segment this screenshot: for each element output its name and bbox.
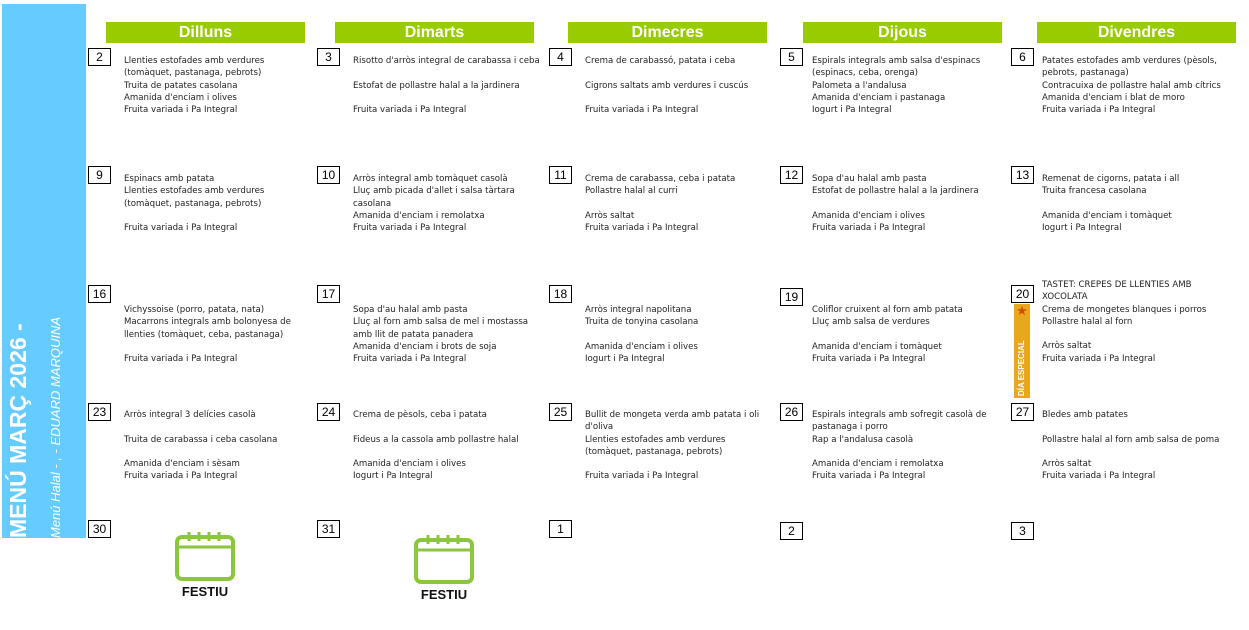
day-menu [124,409,304,483]
menu-dish: Arròs integral napolitana [585,305,692,315]
day-header-dimarts: Dimarts [335,22,534,43]
day-number: 9 [88,166,111,184]
menu-dish: Amanida d'enciam i olives [585,341,698,352]
menu-dish: Amanida d'enciam i sèsam [124,459,240,470]
menu-dish: Crema de pèsols, ceba i patata [353,410,487,420]
menu-dish: Fruita variada i Pa Integral [812,471,926,482]
day-number: 20 [1011,285,1034,303]
menu-dish: Amanida d'enciam i olives [353,459,466,470]
menu-dish: Bledes amb patates [1042,410,1128,420]
menu-dish: Fruita variada i Pa Integral [353,223,467,234]
menu-dish: Amanida d'enciam i remolatxa [812,459,944,470]
menu-dish: Coliflor cruixent al forn amb patata [812,305,963,315]
menu-dish: Pollastre halal al forn amb salsa de poma [1042,434,1220,445]
menu-dish: Truita de patates casolana [124,80,238,91]
day-header-dijous: Dijous [803,22,1002,43]
menu-dish: Palometa a l'andalusa [812,80,907,91]
holiday-marker [411,533,477,611]
menu-dish: Llenties estofades amb verdures (tomàquet, pastanaga, pebrots) [124,56,265,79]
menu-dish: Iogurt i Pa Integral [585,354,665,365]
menu-dish: Espirals integrals amb sofregit casolà de pastanaga i porro [812,410,987,433]
menu-dish: Iogurt i Pa Integral [812,105,892,116]
holiday-marker [172,530,238,608]
menu-dish: Fruita variada i Pa Integral [1042,105,1156,116]
day-menu [353,173,549,234]
menu-dish: Sopa d'au halal amb pasta [812,174,927,184]
menu-dish: Llenties estofades amb verdures (tomàquet, pastanaga, pebrots) [585,434,726,457]
menu-dish: Estofat de pollastre halal a la jardinera [812,186,979,197]
menu-dish: Sopa d'au halal amb pasta [353,305,468,315]
day-menu [812,409,1002,483]
menu-dish: Arròs saltat [1042,341,1092,352]
menu-dish: Amanida d'enciam i tomàquet [812,341,942,352]
menu-dish: Amanida d'enciam i olives [812,210,925,221]
day-menu [1042,279,1232,365]
day-menu [353,304,549,365]
menu-dish: Crema de carabassa, ceba i patata [585,174,736,184]
menu-title: MENÚ MARÇ 2026 - [5,323,31,538]
day-menu [1042,409,1232,483]
day-number: 24 [317,403,340,421]
day-menu [353,409,549,483]
day-menu [124,55,304,116]
day-number: 5 [780,48,803,66]
menu-dish: Iogurt i Pa Integral [1042,223,1122,234]
menu-dish: Patates estofades amb verdures (pèsols, pebrots, pastanaga) [1042,56,1217,79]
menu-dish: Risotto d'arròs integral de carabassa i ceba [353,56,540,66]
menu-dish: Espinacs amb patata [124,174,215,184]
day-number: 17 [317,285,340,303]
day-number: 13 [1011,166,1034,184]
day-number: 27 [1011,403,1034,421]
menu-dish: Espirals integrals amb salsa d'espinacs (espinacs, ceba, orenga) [812,56,981,79]
day-number: 4 [549,48,572,66]
menu-dish: Vichyssoise (porro, patata, nata) [124,305,265,315]
menu-dish: Estofat de pollastre halal a la jardinera [353,80,520,91]
day-number: 3 [1011,522,1034,540]
menu-subtitle: Menú Halal - , - EDUARD MARQUINA [48,316,63,538]
day-menu [124,173,304,234]
holiday-label: FESTIU [420,587,468,602]
menu-dish: Fruita variada i Pa Integral [1042,471,1156,482]
day-menu [124,304,304,365]
menu-dish: Fruita variada i Pa Integral [124,105,238,116]
menu-dish: Fruita variada i Pa Integral [1042,353,1156,364]
day-number: 19 [780,288,803,306]
menu-dish: Fruita variada i Pa Integral [812,223,926,234]
menu-dish: Lluç al forn amb salsa de mel i mostassa amb llit de patata panadera [353,317,529,340]
menu-dish: Fideus a la cassola amb pollastre halal [353,434,519,445]
menu-dish: Amanida d'enciam i pastanaga [812,92,946,103]
menu-dish: Bullit de mongeta verda amb patata i oli d'oliva [585,410,760,433]
star-icon: ★ [1016,304,1028,319]
holiday-label: FESTIU [181,584,229,599]
day-menu [812,173,1002,234]
menu-dish: Truita francesa casolana [1042,186,1147,197]
special-day-label: DÍA ESPECIAL [1017,340,1026,396]
day-number: 26 [780,403,803,421]
day-menu [1042,55,1232,116]
day-header-dilluns: Dilluns [106,22,305,43]
day-menu [585,409,773,483]
day-header-divendres: Divendres [1037,22,1236,43]
menu-dish: Fruita variada i Pa Integral [353,354,467,365]
day-number: 6 [1011,48,1034,66]
menu-dish: Arròs saltat [585,210,635,221]
menu-dish: Arròs saltat [1042,459,1092,470]
menu-dish: Fruita variada i Pa Integral [124,471,238,482]
menu-dish: TASTET: CREPES DE LLENTIES AMB XOCOLATA [1042,280,1192,303]
menu-dish: Crema de mongetes blanques i porros [1042,304,1207,315]
day-number: 11 [549,166,572,184]
menu-dish: Fruita variada i Pa Integral [124,354,238,365]
special-day-badge [1014,304,1030,398]
day-menu [812,55,1002,116]
menu-dish: Amanida d'enciam i tomàquet [1042,210,1172,221]
menu-dish: Iogurt i Pa Integral [353,471,433,482]
day-number: 18 [549,285,572,303]
day-number: 1 [549,520,572,538]
menu-dish: Pollastre halal al forn [1042,316,1133,327]
day-menu [812,304,1002,365]
menu-dish: Truita de carabassa i ceba casolana [124,434,278,445]
menu-dish: Fruita variada i Pa Integral [585,471,699,482]
menu-dish: Amanida d'enciam i blat de moro [1042,92,1185,103]
menu-dish: Truita de tonyina casolana [585,317,699,328]
menu-dish: Amanida d'enciam i remolatxa [353,210,485,221]
menu-dish: Fruita variada i Pa Integral [585,223,699,234]
menu-dish: Pollastre halal al curri [585,186,678,197]
menu-dish: Fruita variada i Pa Integral [585,105,699,116]
day-number: 30 [88,520,111,538]
menu-dish: Amanida d'enciam i brots de soja [353,341,497,352]
menu-dish: Lluç amb salsa de verdures [812,317,930,328]
day-number: 3 [317,48,340,66]
menu-dish: Remenat de cigorns, patata i all [1042,174,1180,184]
day-header-dimecres: Dimecres [568,22,767,43]
day-menu [1042,173,1232,234]
day-number: 16 [88,285,111,303]
day-menu [585,55,773,116]
menu-dish: Fruita variada i Pa Integral [812,354,926,365]
menu-dish: Amanida d'enciam i olives [124,92,237,103]
day-menu [585,173,773,234]
menu-dish: Cigrons saltats amb verdures i cuscús [585,80,749,91]
calendar-icon [174,530,236,582]
calendar-icon [413,533,475,585]
day-number: 12 [780,166,803,184]
day-number: 23 [88,403,111,421]
menu-dish: Contracuixa de pollastre halal amb cítrics [1042,80,1221,91]
day-menu [353,55,549,116]
day-number: 31 [317,520,340,538]
day-number: 2 [88,48,111,66]
day-menu [585,304,773,365]
menu-dish: Fruita variada i Pa Integral [353,105,467,116]
menu-dish: Rap a l'andalusa casolà [812,434,914,445]
day-number: 2 [780,522,803,540]
menu-dish: Fruita variada i Pa Integral [124,223,238,234]
sidebar [2,4,86,538]
menu-dish: Llenties estofades amb verdures (tomàquet, pastanaga, pebrots) [124,186,265,209]
day-number: 10 [317,166,340,184]
menu-dish: Lluç amb picada d'allet i salsa tàrtara casolana [353,186,515,209]
menu-dish: Macarrons integrals amb bolonyesa de llenties (tomàquet, ceba, pastanaga) [124,317,291,340]
menu-dish: Crema de carabassó, patata i ceba [585,56,736,66]
menu-dish: Arròs integral amb tomàquet casolà [353,174,508,184]
menu-dish: Arròs integral 3 delícies casolà [124,410,256,420]
day-number: 25 [549,403,572,421]
